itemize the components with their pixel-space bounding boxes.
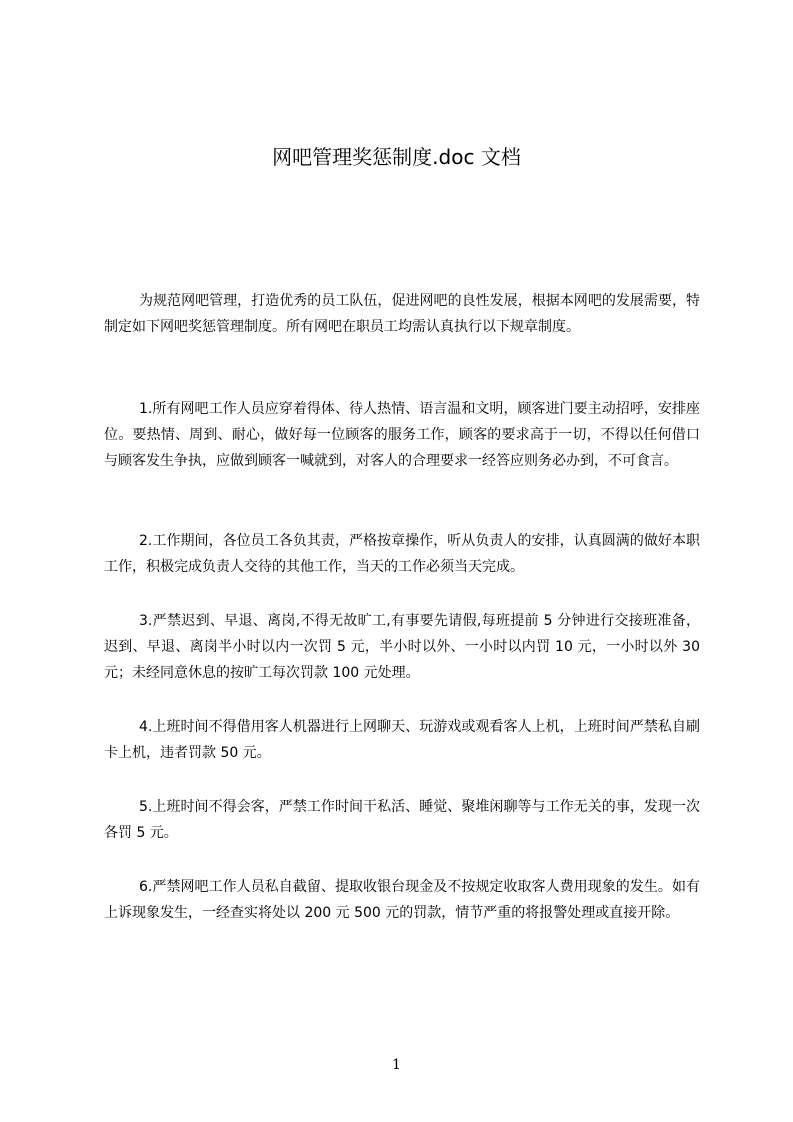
- rule-4-block: [104, 714, 700, 766]
- rule-2-paragraph: 2.工作期间，各位员工各负其责，严格按章操作，听从负责人的安排，认真圆满的做好本职工作，积极完成负责人交待的其他工作，当天的工作必须当天完成。: [104, 533, 700, 575]
- rule-1-block: [104, 396, 700, 474]
- document-title: 网吧管理奖惩制度.doc 文档: [272, 145, 521, 169]
- rule-3-paragraph: 3.严禁迟到、早退、离岗,不得无故旷工,有事要先请假,每班提前 5 分钟进行交接班准备，迟到、早退、离岗半小时以内一次罚 5 元，半小时以外、一小时以内罚 10 元，一小时以外 30 元；未经同意休息的按旷工每次罚款 100 元处理。: [104, 613, 700, 681]
- rule-3-block: [104, 608, 700, 686]
- rule-1-paragraph: 1.所有网吧工作人员应穿着得体、待人热情、语言温和文明，顾客进门要主动招呼，安排座位。要热情、周到、耐心，做好每一位顾客的服务工作，顾客的要求高于一切，不得以任何借口与顾客发生争执，应做到顾客一喊就到，对客人的合理要求一经答应则务必办到，不可食言。: [104, 401, 700, 469]
- rule-6-block: [104, 874, 700, 926]
- intro-paragraph-block: [104, 288, 700, 340]
- rule-4-paragraph: 4.上班时间不得借用客人机器进行上网聊天、玩游戏或观看客人上机，上班时间严禁私自刷卡上机，违者罚款 50 元。: [104, 719, 700, 761]
- rule-5-block: [104, 794, 700, 846]
- rule-2-block: [104, 528, 700, 580]
- rule-5-paragraph: 5.上班时间不得会客，严禁工作时间干私活、睡觉、聚堆闲聊等与工作无关的事，发现一次各罚 5 元。: [104, 799, 700, 841]
- page-number: 1: [392, 1057, 401, 1073]
- intro-paragraph: 为规范网吧管理，打造优秀的员工队伍，促进网吧的良性发展，根据本网吧的发展需要，特制定如下网吧奖惩管理制度。所有网吧在职员工均需认真执行以下规章制度。: [104, 293, 700, 335]
- rule-6-paragraph: 6.严禁网吧工作人员私自截留、提取收银台现金及不按规定收取客人费用现象的发生。如有上诉现象发生，一经查实将处以 200 元 500 元的罚款，情节严重的将报警处理或直接开除。: [104, 879, 700, 921]
